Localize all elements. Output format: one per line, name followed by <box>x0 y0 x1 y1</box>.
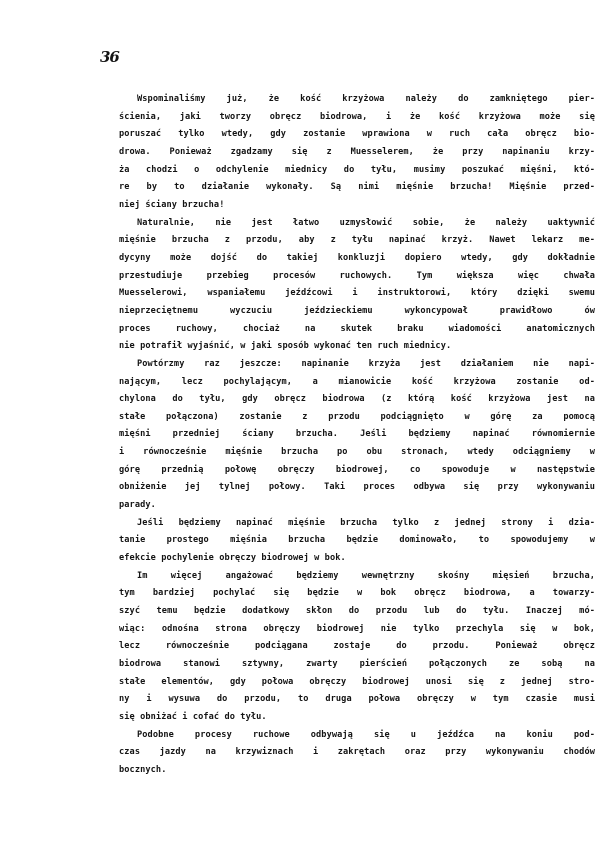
text-line: poruszać tylko wtedy, gdy zostanie wprawiona w ruch cała obręcz bio- <box>119 129 595 140</box>
text-line: dycyny może dojść do takiej konkluzji dopiero wtedy, gdy dokładnie <box>119 252 595 263</box>
text-line: ża chodzi o odchylenie miednicy do tyłu, musimy poszukać mięśni, któ- <box>119 164 595 175</box>
text-line: Podobne procesy ruchowe odbywają się u jeźdźca na koniu pod- <box>137 729 595 740</box>
text-line: niej ściany brzucha! <box>119 199 225 210</box>
paragraph-5 <box>119 568 595 727</box>
text-line: nającym, lecz pochylającym, a mianowicie kość krzyżowa zostanie od- <box>119 376 595 387</box>
body-text <box>119 91 595 780</box>
text-line: Jeśli będziemy napinać mięśnie brzucha tylko z jednej strony i dzia- <box>137 517 595 528</box>
text-line: proces ruchowy, chociaż na skutek braku wiadomości anatomicznych <box>119 323 595 334</box>
paragraph-4 <box>119 515 595 568</box>
paragraph-1 <box>119 91 595 215</box>
page-number: 36 <box>100 48 119 66</box>
text-line: szyć temu będzie dodatkowy skłon do przodu lub do tyłu. Inaczej mó- <box>119 606 595 617</box>
paragraph-2 <box>119 215 595 356</box>
text-line: nieprzeciętnemu wyczuciu jeździeckiemu wykoncypował prawidłowo ów <box>119 305 595 316</box>
paragraph-3 <box>119 356 595 515</box>
text-line: tym bardziej pochylać się będzie w bok obręcz biodrowa, a towarzy- <box>119 588 595 599</box>
text-line: parady. <box>119 500 156 511</box>
text-line: tanie prostego mięśnia brzucha będzie dominowało, to spowodujemy w <box>119 535 595 546</box>
text-line: obniżenie jej tylnej połowy. Taki proces odbywa się przy wykonywaniu <box>119 482 595 493</box>
text-line: re by to działanie wykonały. Są nimi mięśnie brzucha! Mięśnie przed- <box>119 182 595 193</box>
text-line: stałe połączona) zostanie z przodu podciągnięto w górę za pomocą <box>119 411 595 422</box>
text-line: Naturalnie, nie jest łatwo uzmysłowić sobie, że należy uaktywnić <box>137 217 595 228</box>
text-line: się obniżać i cofać do tyłu. <box>119 711 267 722</box>
paragraph-6 <box>119 727 595 780</box>
text-line: Powtórzmy raz jeszcze: napinanie krzyża jest działaniem nie napi- <box>137 358 595 369</box>
text-line: ny i wysuwa do przodu, to druga połowa obręczy w tym czasie musi <box>119 694 595 705</box>
text-line: mięśnie brzucha z przodu, aby z tyłu napinać krzyż. Nawet lekarz me- <box>119 235 595 246</box>
text-line: przestudiuje przebieg procesów ruchowych. Tym większa więc chwała <box>119 270 595 281</box>
text-line: bocznych. <box>119 764 167 775</box>
text-line: ścienia, jaki tworzy obręcz biodrowa, i że kość krzyżowa może się <box>119 111 595 122</box>
text-line: chylona do tyłu, gdy obręcz biodrowa (z którą kość krzyżowa jest na <box>119 394 595 405</box>
text-line: i równocześnie mięśnie brzucha po obu stronach, wtedy odciągniemy w <box>119 447 595 458</box>
text-line: biodrowa stanowi sztywny, zwarty pierścień połączonych ze sobą na <box>119 659 595 669</box>
text-line: drowa. Ponieważ zgadzamy się z Muesselerem, że przy napinaniu krzy- <box>119 146 595 157</box>
text-line: efekcie pochylenie obręczy biodrowej w bok. <box>119 553 346 564</box>
text-line: wiąc: odnośna strona obręczy biodrowej nie tylko przechyla się w bok, <box>119 623 595 634</box>
text-line: Muesselerowi, wspaniałemu jeźdźcowi i instruktorowi, który dzięki swemu <box>119 288 595 299</box>
text-line: górę przednią połowę obręczy biodrowej, co spowoduje w następstwie <box>119 464 595 475</box>
text-line: Wspominaliśmy już, że kość krzyżowa należy do zamkniętego pier- <box>137 94 595 104</box>
text-line: stałe elementów, gdy połowa obręczy biodrowej unosi się z jednej stro- <box>119 676 595 687</box>
text-line: czas jazdy na krzywiznach i zakrętach oraz przy wykonywaniu chodów <box>119 747 595 758</box>
text-line: Im więcej angażować będziemy wewnętrzny skośny mięsień brzucha, <box>137 570 595 581</box>
text-line: nie potrafił wyjaśnić, w jaki sposób wykonać ten ruch miednicy. <box>119 341 452 352</box>
text-line: mięśni przedniej ściany brzucha. Jeśli będziemy napinać równomiernie <box>119 429 595 440</box>
text-line: lecz równocześnie podciągana zostaje do przodu. Ponieważ obręcz <box>119 641 595 652</box>
